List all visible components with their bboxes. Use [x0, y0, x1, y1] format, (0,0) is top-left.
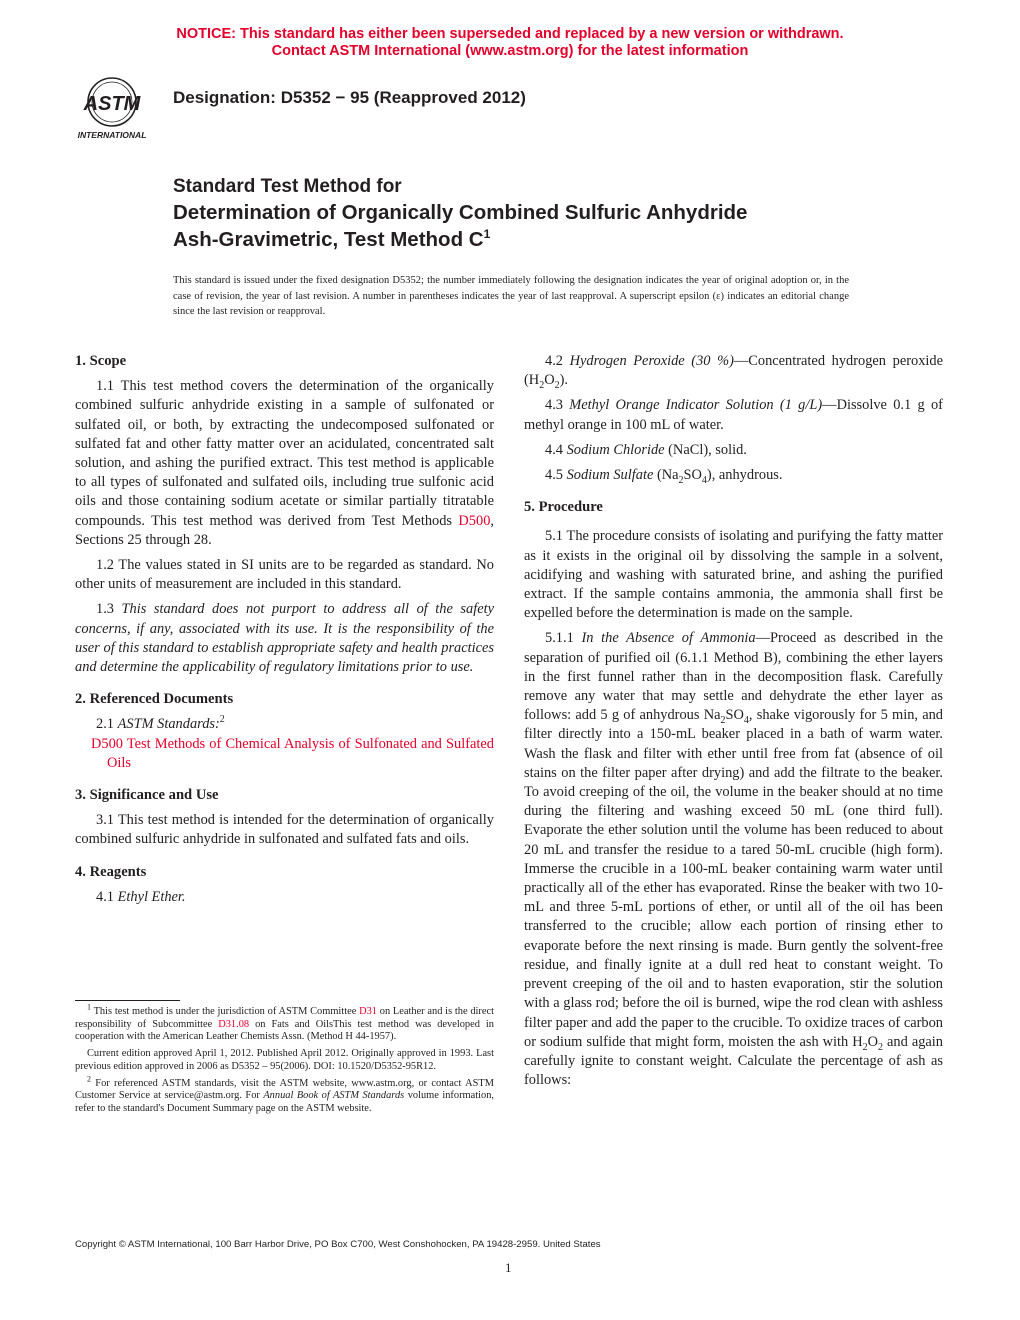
page-number: 1	[505, 1260, 512, 1275]
right-column	[524, 352, 943, 1090]
footnote-divider	[75, 1000, 180, 1001]
title-line-1: Standard Test Method for	[173, 176, 402, 197]
footnote-1: $^1$ This test method is under the jurisdiction of ASTM Committee D31 on Leather and is the direct responsibility of Subcommittee D31.08 on Fats and OilsThis test method was developed in cooperation with the American Leather Chemists Assn. (Method H 44-1957).	[75, 1002, 494, 1043]
copyright-line: Copyright © ASTM International, 100 Barr Harbor Drive, PO Box C700, West Conshohocken, PA 19428-2959. United States	[75, 1239, 601, 1250]
footnotes	[75, 1002, 494, 1120]
svg-text:ASTM: ASTM	[83, 93, 141, 115]
designation	[173, 88, 526, 108]
paragraph-1-2: 1.2 The values stated in SI units are to be regarded as standard. No other units of measurement are included in this standard.	[75, 557, 494, 593]
section-heading-reagents: 4. Reagents	[75, 863, 147, 880]
paragraph-4-3: 4.3 Methyl Orange Indicator Solution (1 g/L)—Dissolve 0.1 g of methyl orange in 100 mL of water.	[524, 397, 943, 433]
link-d31-08[interactable]: D31.08	[218, 1018, 250, 1030]
footnote-1-edition: Current edition approved April 1, 2012. Published April 2012. Originally approved in 1993. Last previous edition approved in 2006 as D5352 – 95(2006). DOI: 10.1520/D5352-95R12.	[75, 1048, 494, 1072]
designation-label: Designation:	[173, 88, 276, 107]
left-column	[75, 352, 494, 907]
section-heading-significance: 3. Significance and Use	[75, 787, 219, 804]
paragraph-4-1: 4.1 Ethyl Ether.	[96, 888, 186, 905]
title-line-2: Determination of Organically Combined Sulfuric Anhydride	[173, 201, 748, 224]
title-footnote-mark: 1	[483, 227, 491, 242]
designation-value: D5352 − 95 (Reapproved 2012)	[280, 88, 526, 107]
astm-logo-icon	[72, 72, 162, 142]
notice-line-1: NOTICE: This standard has either been superseded and replaced by a new version or withdrawn.	[176, 26, 844, 42]
paragraph-4-4: 4.4 Sodium Chloride (NaCl), solid.	[545, 441, 747, 458]
notice-line-2: Contact ASTM International (www.astm.org) for the latest information	[271, 43, 749, 59]
section-heading-scope: 1. Scope	[75, 353, 127, 369]
document-title	[173, 175, 747, 253]
section-heading-referenced-documents: 2. Referenced Documents	[75, 691, 234, 708]
paragraph-4-5: 4.5 Sodium Sulfate $(Na_2SO_4)$, anhydrous.	[545, 467, 783, 486]
reference-d500[interactable]: D500 Test Methods of Chemical Analysis of Sulfonated and Sulfated Oils	[91, 735, 494, 771]
svg-text:INTERNATIONAL: INTERNATIONAL	[77, 130, 147, 140]
link-d31[interactable]: D31	[359, 1006, 377, 1017]
paragraph-2-1: 2.1 ASTM Standards:$^2$	[96, 714, 225, 733]
footnote-2: $^2$ For referenced ASTM standards, visit the ASTM website, www.astm.org, or contact ASTM Customer Service at service@astm.org. For Annual Book of ASTM Standards volume information, refer to the standard's Document Summary page on the ASTM website.	[75, 1074, 494, 1114]
paragraph-5-1-1: 5.1.1 In the Absence of Ammonia—Proceed as described in the separation of purified oil (6.1.1 Method B), combining the ether layers in the first funnel rather than in the decomposition flask. Carefully remove any water that may settle and dehydrate the ether layer as follows: add 5 g of anhydrous $Na_2SO_4$, shake vigorously for 5 min, and filter directly into a 150-mL beaker placed in a bath of warm water. Wash the flask and filter with ether until free from fat (absence of oil stains on the filter paper after drying) and add the filtrate to the beaker. To avoid creeping of the oil, the volume in the beaker should at no time during the filtering and washing exceed 50 mL (one third full). Evaporate the ether solution until the volume has been reduced to about 20 mL and transfer the residue to a tared 50-mL crucible (high form). Immerse the crucible in a 100-mL beaker containing warm water until practically all of the ether has evaporated. Rinse the beaker with two 10-mL and three 5-mL portions of ether, or until all of the oil has been transferred to the crucible; allow each portion of rinsing ether to evaporate before the next rinsing is made. Burn gently the solvent-free residue, and finally ignite at a dull red heat to constant weight. To prevent creeping of the oil and to hasten evaporation, stir the solution with a glass rod; before the oil is burned, wipe the rod clean with ashless filter paper and add the paper to the crucible. To oxidize traces of carbon or sodium sulfide that might form, moisten the ash with $H_2O_2$ and again carefully ignite to constant weight. Calculate the percentage of ash as follows:	[524, 630, 943, 1089]
withdrawal-notice	[0, 26, 1020, 60]
preamble: This standard is issued under the fixed designation D5352; the number immediately following the designation indicates the year of original adoption or, in the case of revision, the year of last revision. A number in parentheses indicates the year of last reapproval. A superscript epsilon (ε) indicates an editorial change since the last revision or reapproval.	[173, 275, 849, 317]
paragraph-1-1: 1.1 This test method covers the determination of the organically combined sulfuric anhydride existing in a sample of sulfonated or sulfated oil, or both, by extracting the undecomposed sulfonated or sulfated fat and other fatty matter over an acidulated, concentrated salt solution, and ashing the purified extract. This test method is applicable to all types of sulfonated and sulfated oils, including true sulfonic acid oils and those containing sodium acetate or similar partially titratable compounds. This test method was derived from Test Methods D500, Sections 25 through 28.	[75, 378, 494, 548]
paragraph-5-1: 5.1 The procedure consists of isolating and purifying the fatty matter as it exists in the original oil by dissolving the sample in a solvent, acidifying and washing with saturated brine, and ashing the purified extract. If the sample contains ammonia, the ammonia shall first be expelled before the determination is made on the sample.	[524, 528, 943, 622]
section-heading-procedure: 5. Procedure	[524, 499, 603, 516]
paragraph-3-1: 3.1 This test method is intended for the determination of organically combined sulfuric anhydride in sulfonated and sulfated fats and oils.	[75, 812, 494, 848]
title-line-3: Ash-Gravimetric, Test Method $C^1$	[173, 227, 491, 251]
link-d500[interactable]: D500	[458, 512, 491, 529]
paragraph-4-2: 4.2 Hydrogen Peroxide (30 %)—Concentrated hydrogen peroxide $(H_2O_2)$.	[524, 353, 943, 392]
paragraph-1-3: 1.3 This standard does not purport to address all of the safety concerns, if any, associated with its use. It is the responsibility of the user of this standard to establish appropriate safety and health practices and determine the applicability of regulatory limitations prior to use.	[75, 601, 494, 676]
